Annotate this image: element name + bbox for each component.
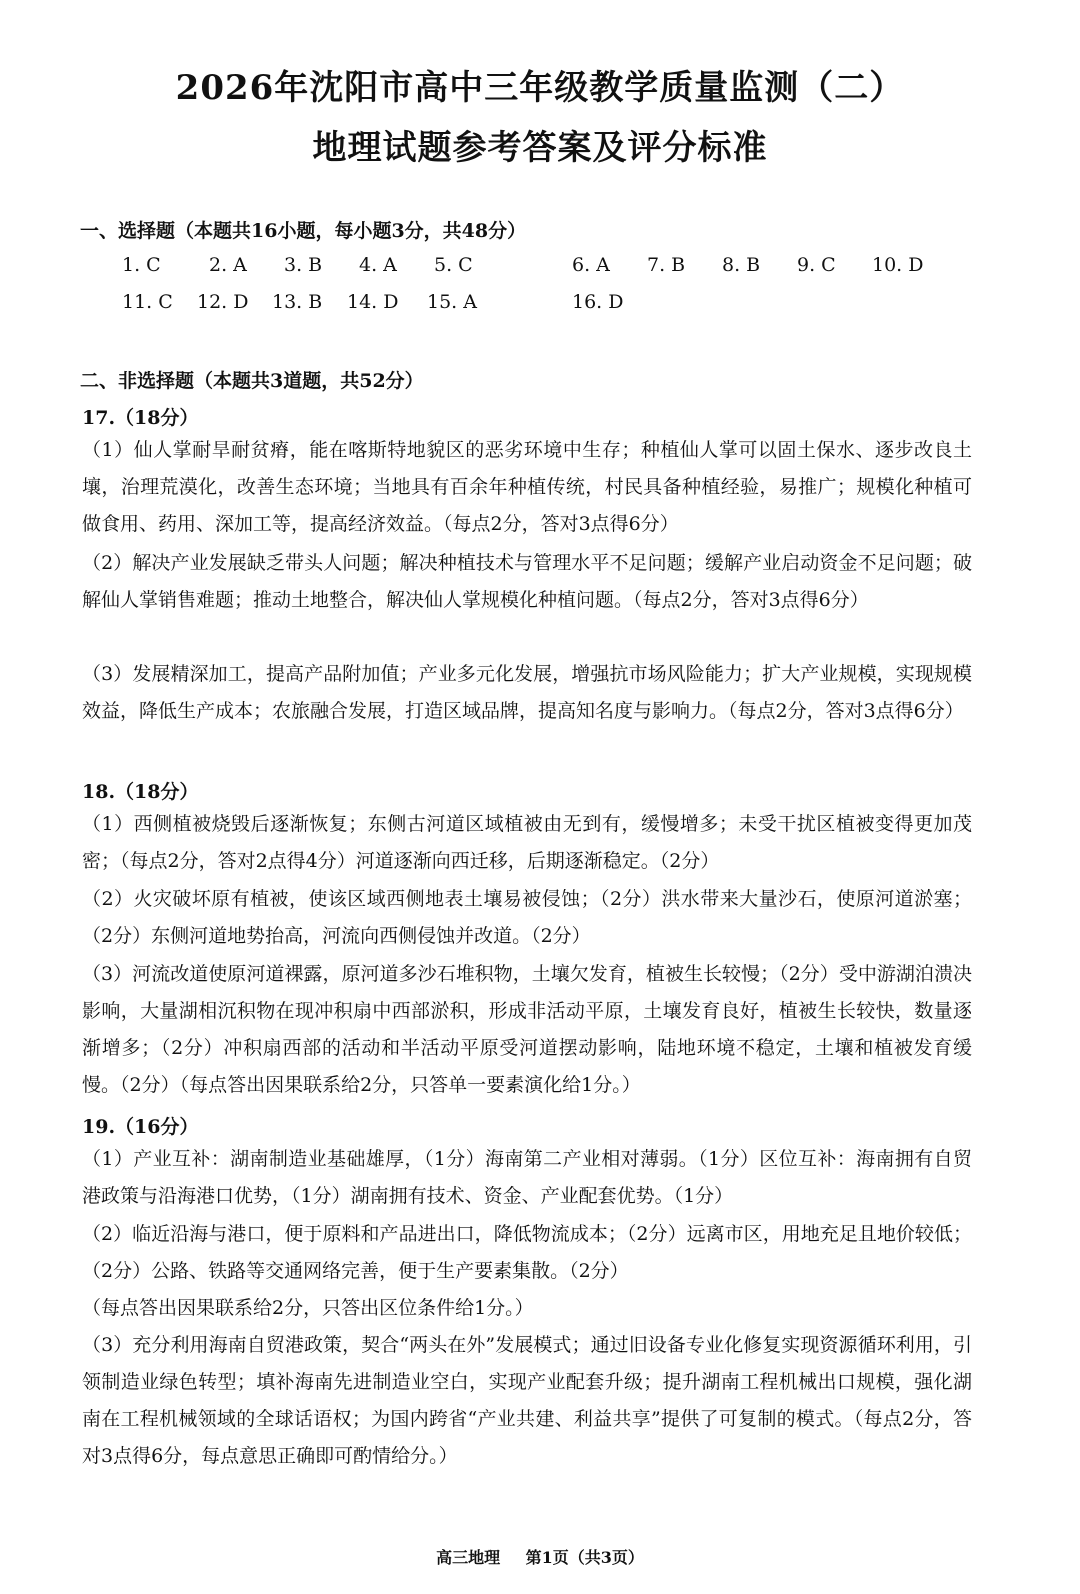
- footer-subject: 高三地理: [436, 1548, 501, 1567]
- q18-part-1: （1）西侧植被烧毁后逐渐恢复；东侧古河道区域植被由无到有，缓慢增多；未受干扰区植被变得更加茂密；（每点2分，答对2点得4分）河道逐渐向西迁移，后期逐渐稳定。（2分）: [82, 813, 972, 872]
- section-1-heading: 一、选择题（本题共16小题，每小题3分，共48分）: [80, 220, 527, 242]
- answer-8: 8. B: [722, 254, 761, 276]
- q17-part-1: （1）仙人掌耐旱耐贫瘠，能在喀斯特地貌区的恶劣环境中生存；种植仙人掌可以固土保水、逐步改良土壤，治理荒漠化，改善生态环境；当地具有百余年种植传统，村民具备种植经验，易推广；规模化种植可做食用、药用、深加工等，提高经济效益。（每点2分，答对3点得6分）: [82, 439, 972, 535]
- q18-part-2: （2）火灾破坏原有植被，使该区域西侧地表土壤易被侵蚀；（2分）洪水带来大量沙石，使原河道淤塞；（2分）东侧河道地势抬高，河流向西侧侵蚀并改道。（2分）: [82, 888, 972, 947]
- answer-7: 7. B: [647, 254, 686, 276]
- answer-1: 1. C: [122, 254, 161, 276]
- answer-11: 11. C: [122, 291, 173, 313]
- answer-5: 5. C: [434, 254, 473, 276]
- q19-heading: 19.（16分）: [82, 1116, 199, 1138]
- answer-10: 10. D: [872, 254, 924, 276]
- q18-part-3: （3）河流改道使原河道裸露，原河道多沙石堆积物，土壤欠发育，植被生长较慢；（2分）受中游湖泊溃决影响，大量湖相沉积物在现冲积扇中西部淤积，形成非活动平原，土壤发育良好，植被生长较快，数量逐渐增多；（2分）冲积扇西部的活动和半活动平原受河道摆动影响，陆地环境不稳定，土壤和植被发育缓慢。（2分）（每点答出因果联系给2分，只答单一要素演化给1分。）: [82, 963, 972, 1096]
- answer-15: 15. A: [427, 291, 477, 313]
- page-subtitle: 地理试题参考答案及评分标准: [312, 128, 768, 168]
- answer-6: 6. A: [572, 254, 610, 276]
- section-2-heading: 二、非选择题（本题共3道题，共52分）: [80, 370, 424, 392]
- q17-heading: 17.（18分）: [82, 407, 199, 429]
- answer-12: 12. D: [197, 291, 249, 313]
- q18-heading: 18.（18分）: [82, 781, 199, 803]
- q17-part-2: （2）解决产业发展缺乏带头人问题；解决种植技术与管理水平不足问题；缓解产业启动资金不足问题；破解仙人掌销售难题；推动土地整合，解决仙人掌规模化种植问题。（每点2分，答对3点得6分）: [82, 552, 972, 611]
- answer-9: 9. C: [797, 254, 836, 276]
- answer-14: 14. D: [347, 291, 399, 313]
- q17-part-3: （3）发展精深加工，提高产品附加值；产业多元化发展，增强抗市场风险能力；扩大产业规模，实现规模效益，降低生产成本；农旅融合发展，打造区域品牌，提高知名度与影响力。（每点2分，答对3点得6分）: [82, 663, 972, 722]
- answer-2: 2. A: [209, 254, 247, 276]
- page-footer: [0, 1545, 1080, 1568]
- page-title: 2026年沈阳市高中三年级教学质量监测（二）: [175, 68, 905, 108]
- q19-part-3: （3）充分利用海南自贸港政策，契合“两头在外”发展模式；通过旧设备专业化修复实现资源循环利用，引领制造业绿色转型；填补海南先进制造业空白，实现产业配套升级；提升湖南工程机械出口规模，强化湖南在工程机械领域的全球话语权；为国内跨省“产业共建、利益共享”提供了可复制的模式。（每点2分，答对3点得6分，每点意思正确即可酌情给分。）: [82, 1334, 972, 1467]
- q19-part-2: （2）临近沿海与港口，便于原料和产品进出口，降低物流成本；（2分）远离市区，用地充足且地价较低；（2分）公路、铁路等交通网络完善，便于生产要素集散。（2分）: [82, 1223, 972, 1282]
- footer-page-number: 第1页（共3页）: [525, 1548, 644, 1567]
- answer-13: 13. B: [272, 291, 323, 313]
- q19-note: （每点答出因果联系给2分，只答出区位条件给1分。）: [82, 1297, 534, 1319]
- q19-part-1: （1）产业互补：湖南制造业基础雄厚，（1分）海南第二产业相对薄弱。（1分）区位互补：海南拥有自贸港政策与沿海港口优势，（1分）湖南拥有技术、资金、产业配套优势。（1分）: [82, 1148, 972, 1207]
- answer-4: 4. A: [359, 254, 397, 276]
- answer-16: 16. D: [572, 291, 624, 313]
- answer-3: 3. B: [284, 254, 323, 276]
